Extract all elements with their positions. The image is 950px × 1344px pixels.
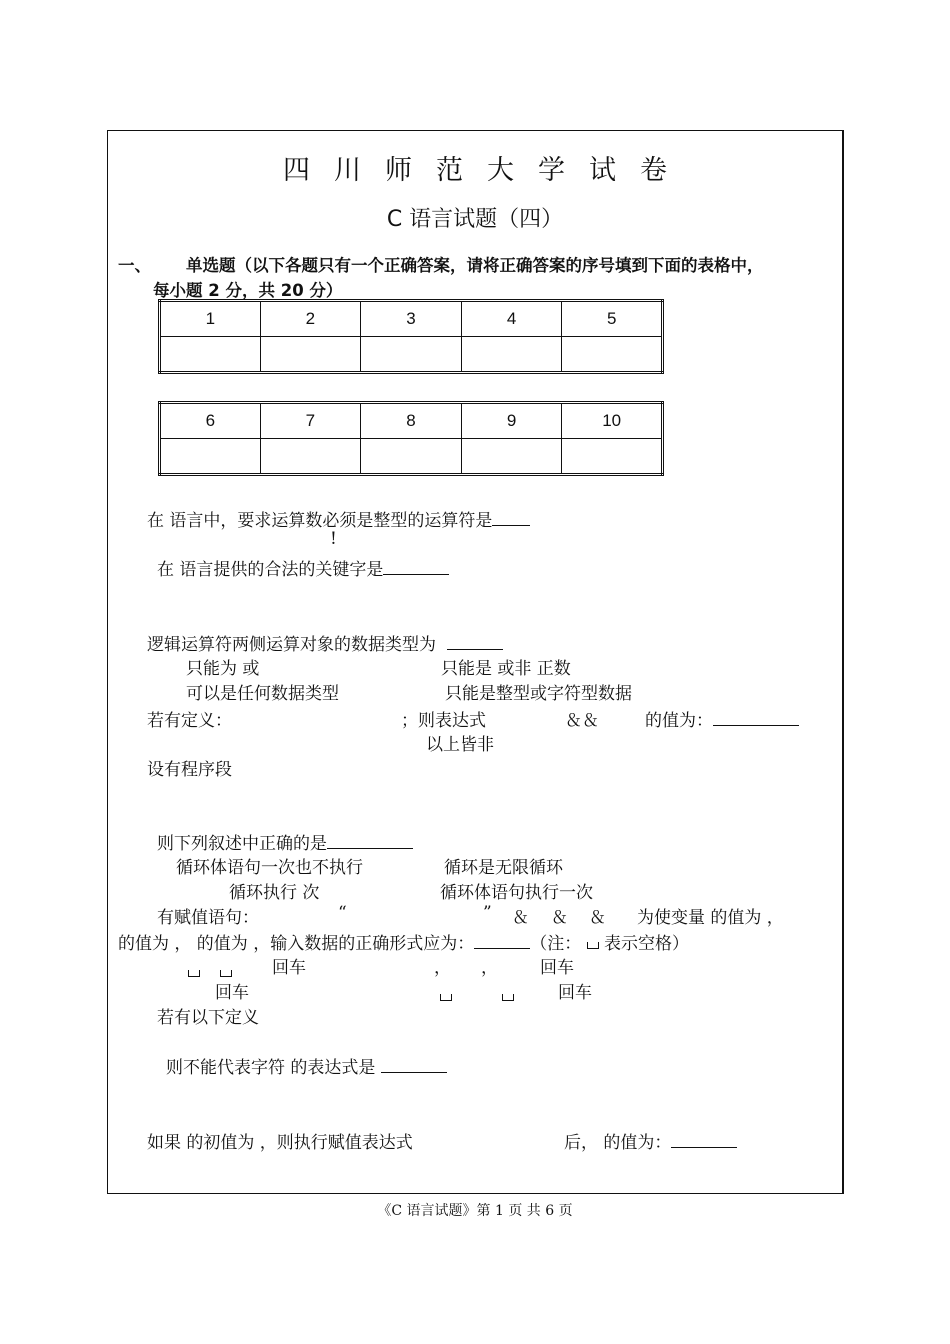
question-8-end [564,1128,737,1153]
table-header-cell: 6 [160,403,261,439]
option-b: 循环是无限循环 [444,858,563,878]
section-heading-line1: 单选题（以下各题只有一个正确答案，请将正确答案的序号填到下面的表格中， [186,256,764,275]
answer-blank[interactable] [383,560,449,575]
table-answer-row [160,337,663,373]
question-6-lquote: “ [338,903,347,923]
option-a: 循环体语句一次也不执行 [176,858,363,878]
question-6-line2 [118,929,689,954]
table-header-cell: 1 [160,301,261,337]
option-c-return: 回车 [215,983,249,1003]
option-c: 可以是任何数据类型 [186,684,339,704]
answer-cell[interactable] [562,439,663,475]
table-answer-row [160,439,663,475]
option-a: 只能为 或 [186,659,260,679]
answer-blank[interactable] [327,834,413,849]
table-header-cell: 7 [260,403,361,439]
question-6-amp: ＆ [512,908,529,928]
answer-blank[interactable] [671,1133,737,1148]
answer-cell[interactable] [361,439,462,475]
table-header-cell: 4 [461,301,562,337]
question-3 [147,630,503,655]
answer-cell[interactable] [461,337,562,373]
answer-cell[interactable] [260,439,361,475]
exam-title: 四川师范大学试卷 [283,155,691,186]
answer-blank[interactable] [474,934,530,949]
space-symbol-icon [188,970,200,977]
question-2 [157,555,449,580]
space-symbol-icon [502,994,514,1001]
option-d [440,986,514,1005]
answer-cell[interactable] [562,337,663,373]
option-d: 循环体语句执行一次 [440,883,593,903]
space-symbol-icon [587,942,599,949]
answer-blank[interactable] [381,1058,447,1073]
question-text: 的值为 ， 的值为 ，输入数据的正确形式应为： [118,934,475,954]
option-c: 循环执行 次 [229,883,320,903]
question-6-rquote: ” [483,903,492,923]
option-d: 以上皆非 [426,735,494,755]
answer-blank[interactable] [447,635,503,650]
answer-table-2 [158,401,664,476]
answer-blank[interactable] [492,511,530,526]
table-header-cell: 9 [461,403,562,439]
question-4-ops: ＆＆ [565,711,599,731]
question-text: 后， 的值为： [564,1133,672,1153]
note-close: 表示空格） [604,934,690,954]
question-6-start: 有赋值语句： [157,908,259,928]
option-b-return: 回车 [540,958,574,978]
section-number: 一、 [118,256,151,275]
answer-cell[interactable] [160,439,261,475]
question-7-stem [166,1053,447,1078]
question-1 [147,506,530,531]
question-6-tail: 为使变量 的值为 ， [637,908,784,928]
question-text: 的值为： [645,711,713,731]
table-header-cell: 3 [361,301,462,337]
question-text: 在 语言提供的合法的关键字是 [157,560,384,580]
question-8-start: 如果 的初值为 ，则执行赋值表达式 [147,1133,413,1153]
table-header-row [160,403,663,439]
question-1-mark: ! [330,529,337,549]
question-text: 则不能代表字符 的表达式是 [166,1058,376,1078]
question-6-amp: ＆ [589,908,606,928]
question-text: 逻辑运算符两侧运算对象的数据类型为 [147,635,436,655]
question-4-end [645,706,799,731]
question-text: 则下列叙述中正确的是 [157,834,327,854]
question-text: 在 语言中，要求运算数必须是整型的运算符是 [147,511,493,531]
space-symbol-icon [220,970,232,977]
answer-blank[interactable] [713,711,799,726]
answer-cell[interactable] [260,337,361,373]
answer-table-1 [158,299,664,374]
page-footer: 《C 语言试题》第 1 页 共 6 页 [377,1203,573,1219]
option-a-return: 回车 [272,958,306,978]
question-4-mid: ；则表达式 [401,711,486,731]
note-open: （注： [530,934,582,954]
option-b: 只能是 或非 正数 [441,659,571,679]
answer-cell[interactable] [361,337,462,373]
section-heading-line2: 每小题 2 分，共 20 分） [153,281,343,300]
option-b-comma: ， [434,958,451,978]
table-header-cell: 2 [260,301,361,337]
option-b-comma: ， [481,958,498,978]
question-5-stem [157,829,413,854]
answer-cell[interactable] [160,337,261,373]
question-7: 若有以下定义 [157,1008,259,1028]
table-header-cell: 5 [562,301,663,337]
table-header-cell: 8 [361,403,462,439]
space-symbol-icon [440,994,452,1001]
table-header-cell: 10 [562,403,663,439]
question-6-amp: ＆ [551,908,568,928]
exam-subtitle: C 语言试题（四） [386,207,564,232]
option-d: 只能是整型或字符型数据 [445,684,632,704]
question-5: 设有程序段 [147,760,232,780]
question-4-start: 若有定义： [147,711,232,731]
answer-cell[interactable] [461,439,562,475]
table-header-row [160,301,663,337]
option-d-return: 回车 [558,983,592,1003]
